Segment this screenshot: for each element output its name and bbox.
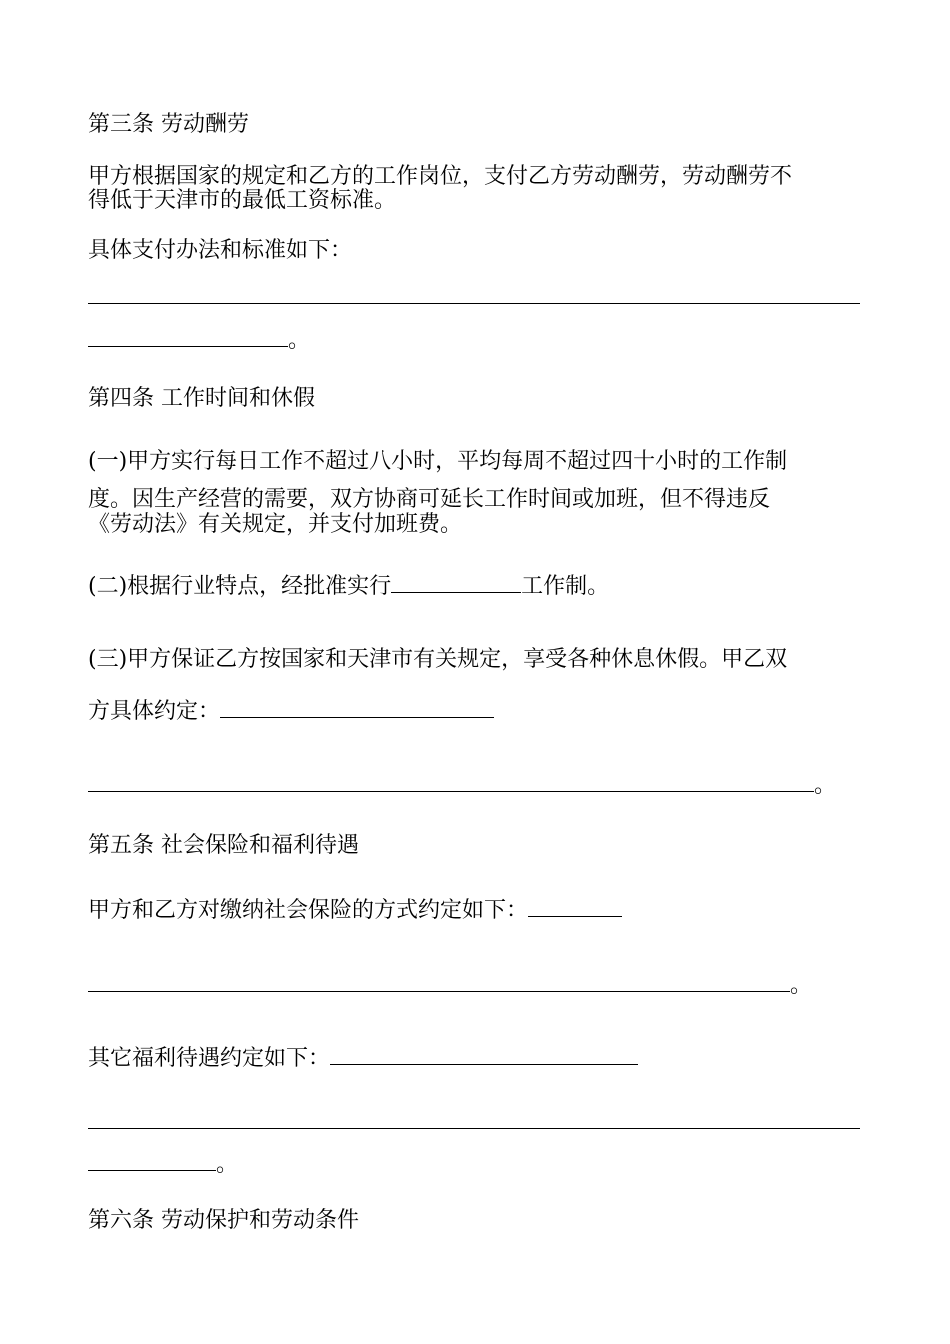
fill-blank-line[interactable]	[88, 303, 860, 304]
item-2-prefix: (二)根据行业特点，经批准实行	[88, 574, 392, 599]
item-2-suffix: 工作制。	[521, 574, 610, 599]
article-3-heading: 第三条 劳动酬劳	[88, 112, 249, 137]
article-4-item-1-line-1: (一)甲方实行每日工作不超过八小时，平均每周不超过四十小时的工作制	[88, 449, 788, 474]
fill-blank[interactable]	[220, 697, 494, 718]
article-5-paragraph-1	[88, 896, 622, 924]
paragraph-2-text: 其它福利待遇约定如下：	[88, 1046, 331, 1071]
fill-blank[interactable]	[88, 326, 288, 347]
item-3-line-2-text: 方具体约定：	[88, 699, 221, 724]
fill-blank[interactable]	[528, 896, 622, 917]
article-4-item-1-line-2: 度。因生产经营的需要，双方协商可延长工作时间或加班，但不得违反	[88, 487, 771, 512]
fill-blank[interactable]	[88, 971, 790, 992]
article-4-item-1-line-3: 《劳动法》有关规定，并支付加班费。	[88, 512, 463, 537]
article-4-blank-end	[88, 771, 836, 799]
article-3-paragraph-1-line-2: 得低于天津市的最低工资标准。	[88, 188, 397, 213]
article-5-blank-end-1	[88, 971, 812, 999]
article-5-paragraph-2	[88, 1044, 638, 1072]
end-mark: 。	[288, 328, 311, 353]
article-4-heading: 第四条 工作时间和休假	[88, 386, 315, 411]
article-4-item-3-line-1: (三)甲方保证乙方按国家和天津市有关规定，享受各种休息休假。甲乙双	[88, 647, 788, 672]
article-6-heading: 第六条 劳动保护和劳动条件	[88, 1208, 359, 1233]
article-5-blank-end-2	[88, 1150, 238, 1178]
article-3-blank-end	[88, 326, 310, 354]
fill-blank[interactable]	[88, 1150, 216, 1171]
article-4-item-2	[88, 572, 609, 600]
fill-blank[interactable]	[88, 771, 814, 792]
fill-blank[interactable]	[330, 1044, 638, 1065]
article-3-paragraph-1-line-1: 甲方根据国家的规定和乙方的工作岗位，支付乙方劳动酬劳，劳动酬劳不	[88, 164, 793, 189]
paragraph-1-text: 甲方和乙方对缴纳社会保险的方式约定如下：	[88, 898, 529, 923]
end-mark: 。	[790, 973, 813, 998]
end-mark: 。	[814, 773, 837, 798]
article-5-heading: 第五条 社会保险和福利待遇	[88, 833, 359, 858]
article-4-item-3-line-2	[88, 697, 494, 725]
fill-blank[interactable]	[391, 572, 521, 593]
end-mark: 。	[216, 1152, 239, 1177]
article-3-paragraph-2: 具体支付办法和标准如下：	[88, 238, 353, 263]
fill-blank-line[interactable]	[88, 1128, 860, 1129]
